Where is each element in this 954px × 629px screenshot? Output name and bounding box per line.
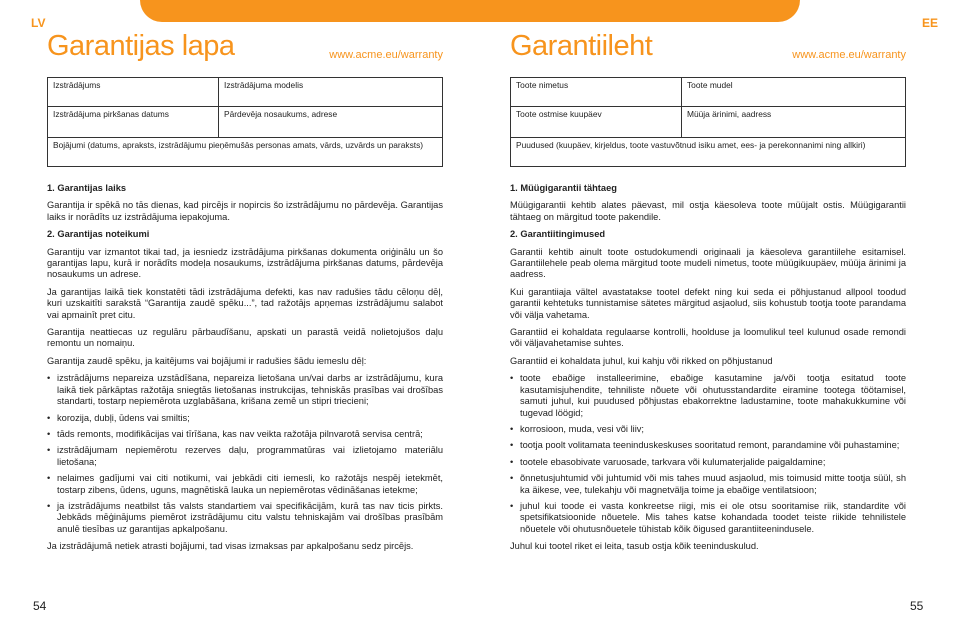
paragraph: Garantija zaudē spēku, ja kaitējums vai bojājumi ir radušies šādu iemeslu dēļ: [47,355,367,366]
list-item [510,473,906,496]
model-field[interactable]: Izstrādājuma modelis [219,78,443,107]
list-item [47,473,443,496]
bullet-icon: • [510,423,514,434]
defects-field[interactable]: Puudused (kuupäev, kirjeldus, toote vastuvõtnud isiku amet, ees- ja perekonnanimi ning allkiri) [511,138,906,167]
warranty-form-table [47,77,443,167]
list-item-text: korrosioon, muda, vesi või liiv; [520,423,645,434]
list-item-text: nelaimes gadījumi vai citi notikumi, vai jebkādi citi iemesli, ko ražotājs nespēj ietekmēt, tostarp zibens, ūdens, uguns, magnētiskā lauka un nepiemērotas vēdināšanas ietekme; [57,473,443,495]
paragraph: Garantija ir spēkā no tās dienas, kad pircējs ir nopircis šo izstrādājumu no pārdevēja. Garantijas laiks ir norādīts uz izstrādājuma iepakojuma. [47,200,443,222]
list-item-text: korozija, dubļi, ūdens vai smiltis; [57,412,190,423]
page-left [31,0,443,629]
section-heading: 1. Müügigarantii tähtaeg [510,183,617,193]
list-item [47,413,443,424]
page-number: 55 [910,599,924,613]
bullet-icon: • [510,373,514,384]
language-code: LV [31,16,46,30]
seller-field[interactable]: Müüja ärinimi, aadress [682,107,906,138]
list-item-text: tāds remonts, modifikācijas vai tīrīšana, kas nav veikta ražotāja pilnvarotā servisa centrā; [57,428,423,439]
paragraph: Juhul kui tootel riket ei leita, tasub ostja kõik teeninduskulud. [510,541,759,552]
list-item [510,501,906,535]
warranty-url[interactable]: www.acme.eu/warranty [329,49,443,61]
paragraph: Ja izstrādājumā netiek atrasti bojājumi, tad visas izmaksas par apkalpošanu sedz pircējs. [47,541,414,552]
paragraph: Garantiid ei kohaldata juhul, kui kahju või rikked on põhjustanud [510,355,773,366]
bullet-icon: • [47,500,51,511]
section-heading: 2. Garantijas noteikumi [47,229,150,240]
bullet-icon: • [47,445,51,456]
bullet-icon: • [47,412,51,423]
bullet-icon: • [47,373,51,384]
bullet-icon: • [47,473,51,484]
list-item [47,501,443,535]
defect-cause-list [47,373,443,535]
product-field[interactable]: Izstrādājums [48,78,219,107]
list-item [47,445,443,468]
paragraph: Garantiju var izmantot tikai tad, ja iesniedz izstrādājuma pirkšanas dokumenta oriģinālu un šo garantijas lapu, kurā ir norādīts modeļa nosaukums, izstrādājuma pirkšanas datums, pārdevēja nosaukums un adrese. [47,246,443,280]
paragraph: Garantija neattiecas uz regulāru pārbaudīšanu, apskati un parastā veidā nolietojušos daļu remontu un nomaiņu. [47,327,443,349]
paragraph: Müügigarantii kehtib alates päevast, mil ostja käesoleva toote müüjalt ostis. Müügigarantii tähtaeg on märgitud toote pakendile. [510,200,906,222]
page-title: Garantiileht [510,30,653,62]
paragraph: Ja garantijas laikā tiek konstatēti tādi izstrādājuma defekti, kas nav radušies tādu cēloņu dēļ, kuri uzskaitīti sarakstā “Garantija zaudē spēku...”, tad ražotājs apņemas izstrādājumu salabot vai apmainīt pret citu. [47,286,443,320]
purchase-date-field[interactable]: Toote ostmise kuupäev [511,107,682,138]
bullet-icon: • [510,440,514,451]
warranty-url[interactable]: www.acme.eu/warranty [792,49,906,61]
defects-field[interactable]: Bojājumi (datums, apraksts, izstrādājumu pieņēmušās personas amats, vārds, uzvārds un paraksts) [48,138,443,167]
list-item-text: izstrādājumam nepiemērotu rezerves daļu, programmatūras vai izlietojamo materiālu lietošana; [57,445,443,467]
seller-field[interactable]: Pārdevēja nosaukums, adrese [219,107,443,138]
bullet-icon: • [510,473,514,484]
list-item-text: toote ebaõige installeerimine, ebaõige kasutamine ja/või tootja esitatud toote kasutamisjuhendite, tehniliste nõuete või ohutusstandardite eiramine tootega töötamisel, samuti juhul, kui puudused põhjustas ebakorrektne ladustamine, toote mahakukkumine või tugevad löögid; [520,373,906,418]
purchase-date-field[interactable]: Izstrādājuma pirkšanas datums [48,107,219,138]
list-item [47,429,443,440]
language-code: EE [922,16,939,30]
page-right [510,0,939,629]
page-title: Garantijas lapa [47,30,235,62]
bullet-icon: • [510,456,514,467]
section-heading: 2. Garantiitingimused [510,229,606,240]
list-item [47,373,443,407]
page-number: 54 [33,599,47,613]
list-item [510,457,906,468]
paragraph: Kui garantiiaja vältel avastatakse tootel defekt ning kui seda ei põhjustanud allpool toodud garantii kehtetuks tunnistamise sätetes märgitud asjaolud, siis kohustub tootja toote parandama või välja vahetama. [510,286,906,320]
warranty-form-table [510,77,906,167]
paragraph: Garantii kehtib ainult toote ostudokumendi originaali ja käesoleva garantiilehe esitamisel. Garantiilehele peab olema märgitud toote mudeli nimetus, toote müügikuupäev, müüja ärinimi ja aadress. [510,246,906,280]
list-item-text: ja izstrādājums neatbilst tās valsts standartiem vai specifikācijām, kurā tas nav ticis pirkts. Jebkāds mēģinājums piemērot izstrādājumu citu valstu tehniskajām vai drošības prasībām anulē tiesības uz garantijas apkalpošanu. [57,500,443,534]
list-item-text: izstrādājums nepareiza uzstādīšana, nepareiza lietošana un/vai darbs ar izstrādājumu, kura laikā tiek pārkāptas ražotāja sniegtās lietošanas instrukcijas, tehniskās prasības vai drošības standarti, tostarp nepiemērota uzglabāšana, krišana zemē un stipri triecieni; [57,373,443,407]
list-item [510,373,906,419]
list-item [510,424,906,435]
warranty-terms [510,183,906,559]
defect-cause-list [510,373,906,535]
list-item-text: õnnetusjuhtumid või juhtumid või mis tahes muud asjaolud, mis toimusid mitte tootja süül, sh ka äikese, vee, tulekahju või magnetvälja toime ja ebaõige ventilatsioon; [520,473,906,495]
warranty-terms [47,183,443,559]
list-item-text: tootele ebasobivate varuosade, tarkvara või kulumaterjalide paigaldamine; [520,456,826,467]
model-field[interactable]: Toote mudel [682,78,906,107]
bullet-icon: • [47,428,51,439]
list-item [510,440,906,451]
paragraph: Garantiid ei kohaldata regulaarse kontrolli, hoolduse ja loomulikul teel kulunud osade remondi või väljavahetamise suhtes. [510,327,906,349]
bullet-icon: • [510,500,514,511]
product-field[interactable]: Toote nimetus [511,78,682,107]
list-item-text: tootja poolt volitamata teeninduskeskuses sooritatud remont, parandamine või puhastamine; [520,440,900,451]
list-item-text: juhul kui toode ei vasta konkreetse riigi, mis ei ole otsu sooritamise riik, standardite või spetsifikatsioonide nõuetele. Mis tahes katse kohandada toodet teiste riikide tehnilistele nõuetele või ohutusnõuetele tühistab kõik õigused garantiiteenindusele. [520,500,906,534]
section-heading: 1. Garantijas laiks [47,183,127,193]
